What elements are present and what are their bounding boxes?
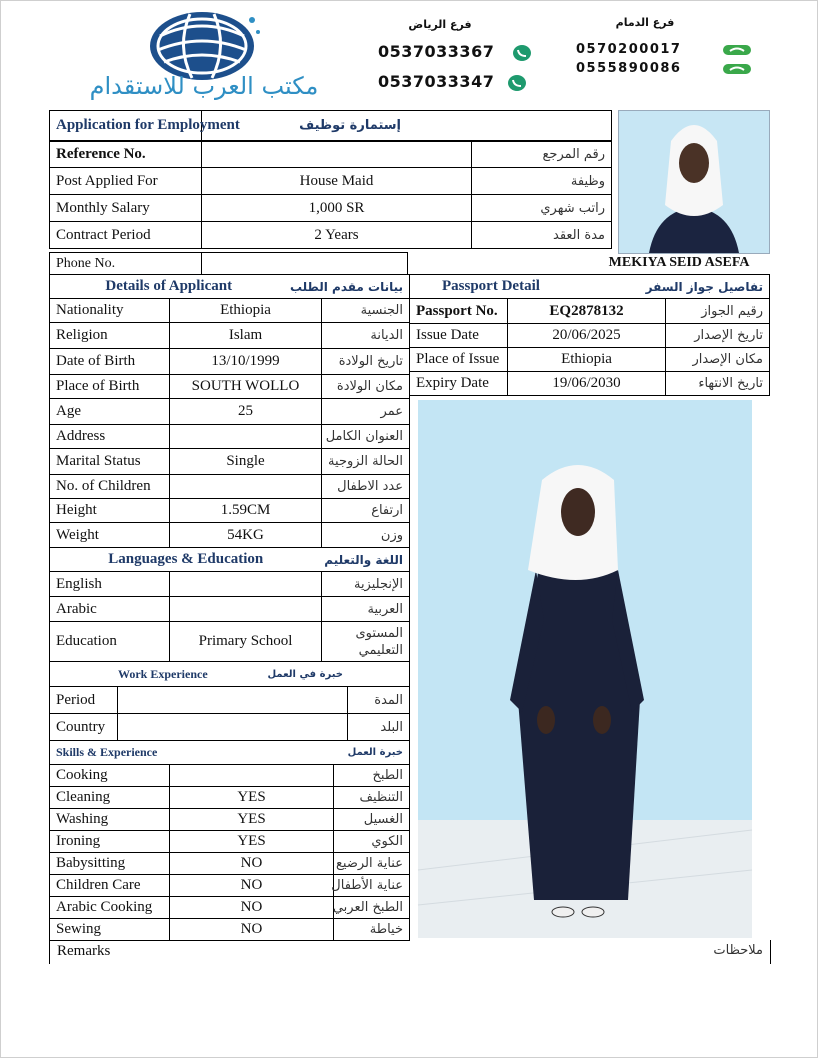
- skill-label-ar: الطبخ العربي: [334, 897, 410, 919]
- weight-label-ar: وزن: [322, 523, 410, 548]
- reference-value: [202, 141, 472, 168]
- expiry-date-label-ar: تاريخ الانتهاء: [666, 372, 770, 396]
- salary-value: 1,000 SR: [202, 195, 472, 222]
- phone-label: Phone No.: [50, 253, 202, 275]
- applicant-section-ar: بيانات مقدم الطلب: [322, 275, 410, 299]
- applicant-name: MEKIYA SEID ASEFA: [408, 253, 770, 275]
- skill-value: YES: [170, 831, 334, 853]
- nationality-value: Ethiopia: [170, 299, 322, 323]
- riyadh-phone-2: 0537033347: [378, 72, 495, 91]
- remarks-row: [49, 940, 771, 964]
- skill-value: NO: [170, 875, 334, 897]
- languages-section-ar: اللغة والتعليم: [322, 548, 410, 572]
- passport-no-label-ar: رقيم الجواز: [666, 299, 770, 324]
- issue-date-value: 20/06/2025: [508, 324, 666, 348]
- skill-label-ar: الكوي: [334, 831, 410, 853]
- period-label: Period: [50, 687, 118, 714]
- address-label-ar: العنوان الكامل: [322, 425, 410, 449]
- skill-label-ar: الطبخ: [334, 765, 410, 787]
- salary-label: Monthly Salary: [50, 195, 202, 222]
- address-label: Address: [50, 425, 170, 449]
- period-label-ar: المدة: [348, 687, 410, 714]
- weight-value: 54KG: [170, 523, 322, 548]
- english-label: English: [50, 572, 170, 597]
- reference-label-ar: رقم المرجع: [472, 141, 612, 168]
- passport-table: [409, 274, 770, 396]
- riyadh-phone-1: 0537033367: [378, 42, 495, 61]
- header-table: [49, 110, 612, 249]
- skills-section-en: Skills & Experience: [50, 741, 334, 765]
- work-section-ar: خبرة في العمل: [288, 662, 350, 687]
- skill-value: [170, 765, 334, 787]
- education-label-ar-line1: المستوى: [355, 625, 403, 641]
- country-value: [118, 714, 348, 741]
- contract-value: 2 Years: [202, 222, 472, 249]
- dammam-phone-1: 0570200017: [576, 42, 682, 57]
- age-label: Age: [50, 399, 170, 425]
- children-value: [170, 475, 322, 499]
- skill-label: Ironing: [50, 831, 170, 853]
- languages-section-en: Languages & Education: [50, 548, 322, 572]
- arabic-value: [170, 597, 322, 622]
- phone-icon: [722, 42, 752, 63]
- english-label-ar: الإنجليزية: [322, 572, 410, 597]
- education-label: Education: [50, 622, 170, 662]
- age-value: 25: [170, 399, 322, 425]
- marital-label: Marital Status: [50, 449, 170, 475]
- passport-no-label: Passport No.: [410, 299, 508, 324]
- dammam-phone-2: 0555890086: [576, 61, 682, 76]
- pob-value: SOUTH WOLLO: [170, 375, 322, 399]
- country-label: Country: [50, 714, 118, 741]
- work-section-en: Work Experience: [50, 662, 348, 687]
- nationality-label-ar: الجنسية: [322, 299, 410, 323]
- skill-value: YES: [170, 809, 334, 831]
- post-label-ar: وظيفة: [472, 168, 612, 195]
- nationality-label: Nationality: [50, 299, 170, 323]
- skill-label-ar: عناية الرضيع: [334, 853, 410, 875]
- contract-label: Contract Period: [50, 222, 202, 249]
- arabic-label-ar: العربية: [322, 597, 410, 622]
- phone-icon: [722, 61, 752, 82]
- skill-value: NO: [170, 897, 334, 919]
- applicant-full-photo: [418, 400, 752, 938]
- skill-label: Arabic Cooking: [50, 897, 170, 919]
- height-label-ar: ارتفاع: [322, 499, 410, 523]
- reference-label: Reference No.: [50, 141, 202, 168]
- religion-label-ar: الديانة: [322, 323, 410, 349]
- dob-value: 13/10/1999: [170, 349, 322, 375]
- skill-label: Sewing: [50, 919, 170, 941]
- dob-label-ar: تاريخ الولادة: [322, 349, 410, 375]
- religion-label: Religion: [50, 323, 170, 349]
- work-experience-table: [49, 661, 410, 741]
- skills-section-ar: خبرة العمل: [334, 741, 410, 765]
- contract-label-ar: مدة العقد: [472, 222, 612, 249]
- whatsapp-icon: [512, 44, 532, 67]
- issue-date-label: Issue Date: [410, 324, 508, 348]
- skill-value: NO: [170, 853, 334, 875]
- riyadh-branch-label: فرع الرياض: [408, 18, 472, 31]
- address-value: [170, 425, 322, 449]
- education-value: Primary School: [170, 622, 322, 662]
- expiry-date-value: 19/06/2030: [508, 372, 666, 396]
- children-label: No. of Children: [50, 475, 170, 499]
- age-label-ar: عمر: [322, 399, 410, 425]
- height-value: 1.59CM: [170, 499, 322, 523]
- passport-section-en: Passport Detail: [410, 275, 666, 299]
- marital-label-ar: الحالة الزوجية: [322, 449, 410, 475]
- applicant-section-en: Details of Applicant: [50, 275, 322, 299]
- skill-value: YES: [170, 787, 334, 809]
- expiry-date-label: Expiry Date: [410, 372, 508, 396]
- issue-place-label-ar: مكان الإصدار: [666, 348, 770, 372]
- skill-value: NO: [170, 919, 334, 941]
- skill-label-ar: الغسيل: [334, 809, 410, 831]
- post-value: House Maid: [202, 168, 472, 195]
- skill-label-ar: عناية الأطفال: [334, 875, 410, 897]
- children-label-ar: عدد الاطفال: [322, 475, 410, 499]
- remarks-label: Remarks: [57, 943, 111, 959]
- pob-label-ar: مكان الولادة: [322, 375, 410, 399]
- whatsapp-icon: [507, 74, 527, 97]
- arabic-label: Arabic: [50, 597, 170, 622]
- form-title-ar: إستمارة توظيف: [202, 111, 612, 141]
- english-value: [170, 572, 322, 597]
- dob-label: Date of Birth: [50, 349, 170, 375]
- skill-label: Children Care: [50, 875, 170, 897]
- education-label-ar-line2: التعليمي: [358, 642, 403, 658]
- height-label: Height: [50, 499, 170, 523]
- remarks-label-ar: ملاحظات: [713, 943, 763, 958]
- skills-table: [49, 740, 410, 941]
- issue-date-label-ar: تاريخ الإصدار: [666, 324, 770, 348]
- skill-label: Babysitting: [50, 853, 170, 875]
- passport-no-value: EQ2878132: [508, 299, 666, 324]
- phone-row: [49, 252, 770, 275]
- form-title-en: Application for Employment: [50, 111, 202, 141]
- company-name-ar: مكتب العرب للاستقدام: [89, 72, 319, 100]
- marital-value: Single: [170, 449, 322, 475]
- skill-label: Cleaning: [50, 787, 170, 809]
- education-label-ar: [322, 622, 410, 662]
- skill-label: Cooking: [50, 765, 170, 787]
- post-label: Post Applied For: [50, 168, 202, 195]
- applicant-portrait-photo: [618, 110, 770, 254]
- skill-label: Washing: [50, 809, 170, 831]
- religion-value: Islam: [170, 323, 322, 349]
- passport-section-ar: تفاصيل جواز السفر: [666, 275, 770, 299]
- salary-label-ar: راتب شهري: [472, 195, 612, 222]
- dammam-branch-label: فرع الدمام: [615, 16, 675, 29]
- period-value: [118, 687, 348, 714]
- phone-value: [202, 253, 408, 275]
- country-label-ar: البلد: [348, 714, 410, 741]
- weight-label: Weight: [50, 523, 170, 548]
- skill-label-ar: خياطة: [334, 919, 410, 941]
- issue-place-label: Place of Issue: [410, 348, 508, 372]
- applicant-details-table: [49, 274, 410, 662]
- skill-label-ar: التنظيف: [334, 787, 410, 809]
- pob-label: Place of Birth: [50, 375, 170, 399]
- issue-place-value: Ethiopia: [508, 348, 666, 372]
